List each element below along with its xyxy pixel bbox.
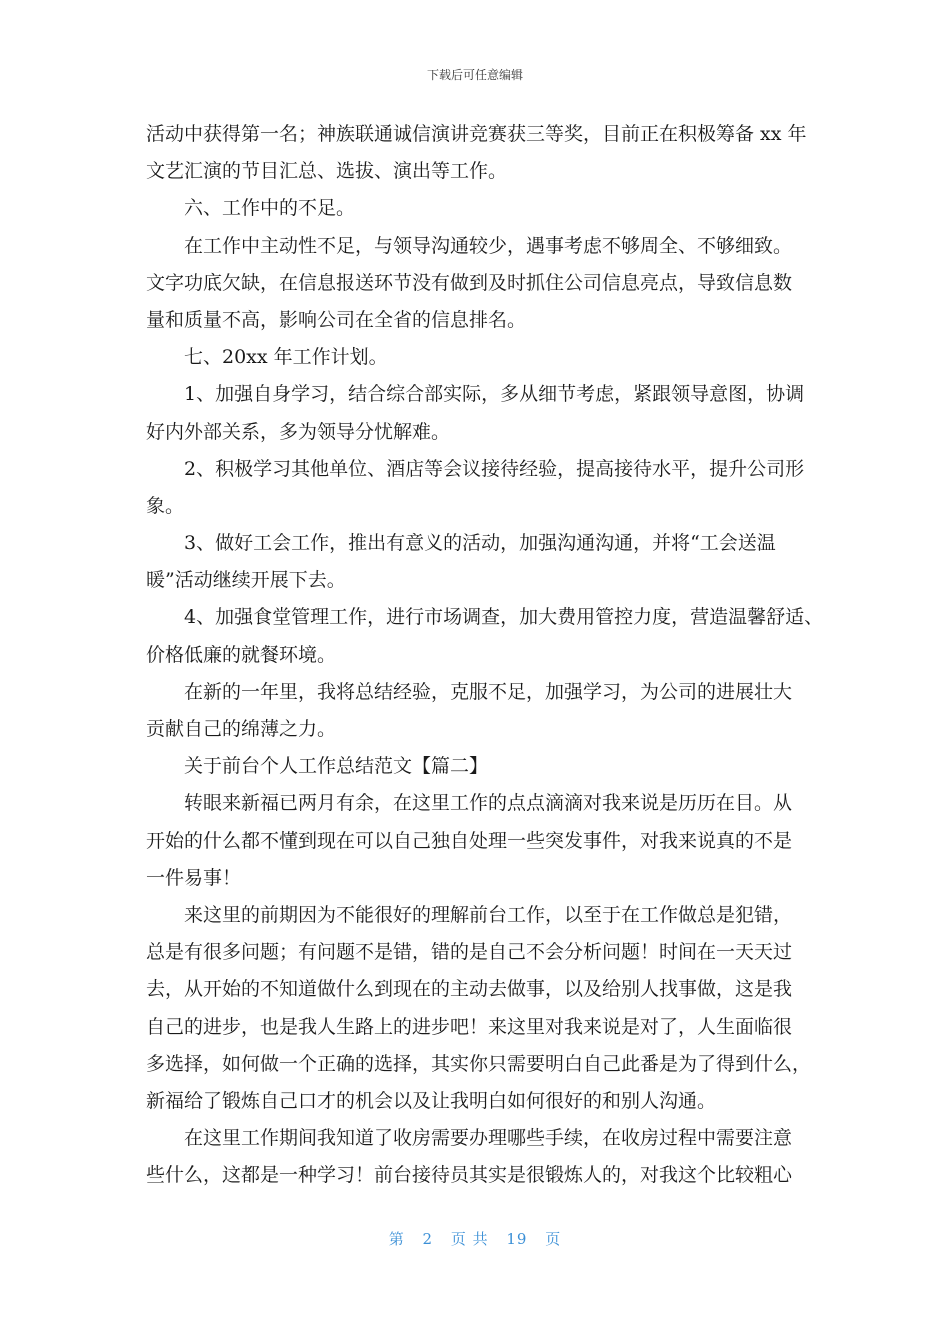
text-line: 暖”活动继续开展下去。: [146, 569, 346, 592]
text-line: 在工作中主动性不足，与领导沟通较少，遇事考虑不够周全、不够细致。: [184, 234, 793, 257]
text-line: 3、做好工会工作，推出有意义的活动，加强沟通沟通，并将“工会送温: [184, 532, 776, 555]
footer-suffix: 页: [545, 1230, 562, 1248]
text-line: 开始的什么都不懂到现在可以自己独自处理一些突发事件，对我来说真的不是: [146, 829, 793, 852]
text-line: 好内外部关系，多为领导分忧解难。: [146, 420, 451, 443]
text-line: 多选择，如何做一个正确的选择，其实你只需要明白自己此番是为了得到什么，: [146, 1052, 812, 1075]
text-line: 些什么，这都是一种学习！前台接待员其实是很锻炼人的，对我这个比较粗心: [146, 1164, 793, 1187]
text-line: 量和质量不高，影响公司在全省的信息排名。: [146, 308, 527, 331]
text-line: 2、积极学习其他单位、酒店等会议接待经验，提高接待水平，提升公司形: [184, 457, 805, 480]
text-line: 价格低廉的就餐环境。: [146, 643, 337, 666]
text-line: 4、加强食堂管理工作，进行市场调查，加大费用管控力度，营造温馨舒适、: [184, 606, 824, 629]
text-line: 在新的一年里，我将总结经验，克服不足，加强学习，为公司的进展壮大: [184, 680, 793, 703]
document-body: [146, 116, 826, 1194]
footer-total-pages: 19: [506, 1230, 528, 1248]
text-line: 在这里工作期间我知道了收房需要办理哪些手续，在收房过程中需要注意: [184, 1127, 793, 1150]
article-title: 关于前台个人工作总结范文【篇二】: [184, 755, 489, 778]
text-line: 象。: [146, 494, 185, 517]
footer-page-number: 2: [422, 1230, 434, 1248]
header-note: 下载后可任意编辑: [426, 68, 523, 82]
text-line: 文字功底欠缺，在信息报送环节没有做到及时抓住公司信息亮点，导致信息数: [146, 271, 793, 294]
text-line: 转眼来新福已两月有余，在这里工作的点点滴滴对我来说是历历在目。从: [184, 792, 793, 815]
text-line: 来这里的前期因为不能很好的理解前台工作，以至于在工作做总是犯错，: [184, 903, 793, 926]
text-line: 新福给了锻炼自己口才的机会以及让我明白如何很好的和别人沟通。: [146, 1089, 717, 1112]
section-heading: 七、20xx 年工作计划。: [184, 346, 388, 369]
text-line: 总是有很多问题；有问题不是错，错的是自己不会分析问题！时间在一天天过: [146, 941, 793, 964]
footer-prefix: 第: [388, 1230, 405, 1248]
text-line: 活动中获得第一名；神族联通诚信演讲竞赛获三等奖，目前正在积极筹备 xx 年: [146, 123, 807, 145]
text-line: 文艺汇演的节目汇总、选拔、演出等工作。: [146, 160, 508, 183]
text-line: 1、加强自身学习，结合综合部实际，多从细节考虑，紧跟领导意图，协调: [184, 383, 805, 406]
text-line: 自己的进步，也是我人生路上的进步吧！来这里对我来说是对了，人生面临很: [146, 1015, 793, 1038]
page-footer: [0, 1228, 950, 1249]
footer-middle: 页 共: [450, 1230, 489, 1248]
section-heading: 六、工作中的不足。: [184, 197, 356, 220]
text-line: 去，从开始的不知道做什么到现在的主动去做事，以及给别人找事做，这是我: [146, 978, 793, 1001]
text-line: 一件易事！: [146, 866, 242, 889]
text-line: 贡献自己的绵薄之力。: [146, 718, 337, 740]
